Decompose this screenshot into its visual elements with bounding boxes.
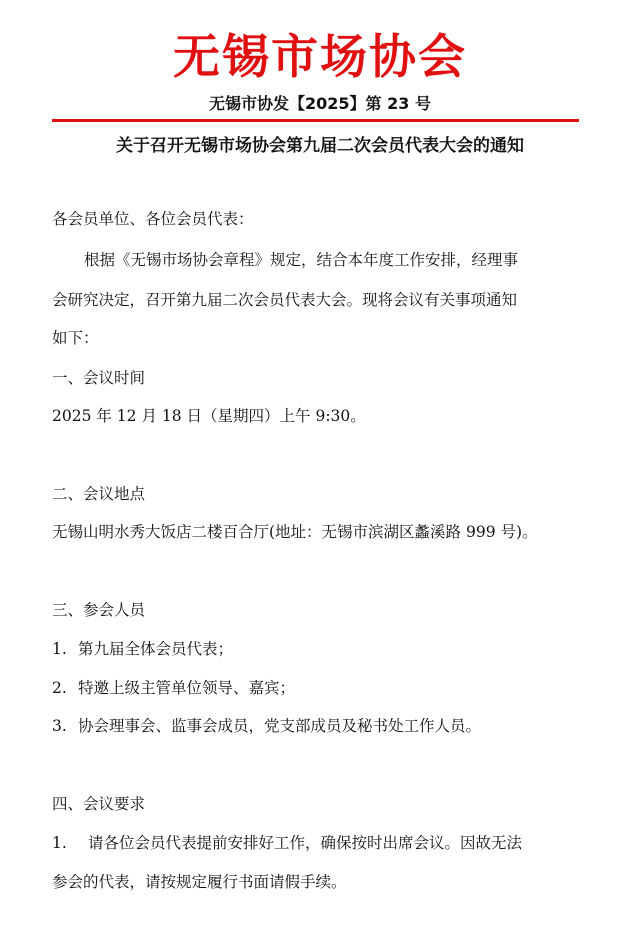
- document-number: 无锡市协发【2025】第 23 号: [209, 94, 431, 113]
- red-divider: [52, 119, 579, 122]
- org-title: 无锡市场协会: [173, 30, 467, 85]
- section-requirements-heading: 四、会议要求: [52, 795, 146, 813]
- section-time-content: 2025 年 12 月 18 日（星期四）上午 9:30。: [52, 407, 366, 425]
- attendee-item: [52, 716, 481, 736]
- section-location-content: 无锡山明水秀大饭店二楼百合厅(地址：无锡市滨湖区蠡溪路 999 号)。: [52, 523, 538, 541]
- list-text: 协会理事会、监事会成员，党支部成员及秘书处工作人员。: [78, 717, 482, 735]
- intro-line-2: 会研究决定，召开第九届二次会员代表大会。现将会议有关事项通知: [52, 291, 518, 309]
- list-number: 1.: [52, 834, 67, 852]
- intro-line-1: 根据《无锡市场协会章程》规定，结合本年度工作安排，经理事: [84, 251, 519, 269]
- list-text: 请各位会员代表提前安排好工作，确保按时出席会议。因故无法: [88, 834, 523, 852]
- section-location-heading: 二、会议地点: [52, 485, 146, 503]
- list-number: 3.: [52, 717, 67, 735]
- intro-line-3: 如下：: [52, 329, 99, 347]
- list-text: 第九届全体会员代表；: [78, 640, 234, 658]
- requirement-continuation: 参会的代表，请按规定履行书面请假手续。: [52, 873, 347, 891]
- attendee-item: [52, 639, 233, 659]
- list-number: 2.: [52, 679, 67, 697]
- list-number: 1.: [52, 640, 67, 658]
- attendee-item: [52, 678, 295, 698]
- notice-title: 关于召开无锡市场协会第九届二次会员代表大会的通知: [116, 136, 524, 156]
- list-text: 特邀上级主管单位领导、嘉宾；: [78, 679, 296, 697]
- salutation: 各会员单位、各位会员代表：: [52, 210, 254, 228]
- requirement-item: [52, 833, 522, 853]
- section-time-heading: 一、会议时间: [52, 369, 146, 387]
- section-attendees-heading: 三、参会人员: [52, 601, 146, 619]
